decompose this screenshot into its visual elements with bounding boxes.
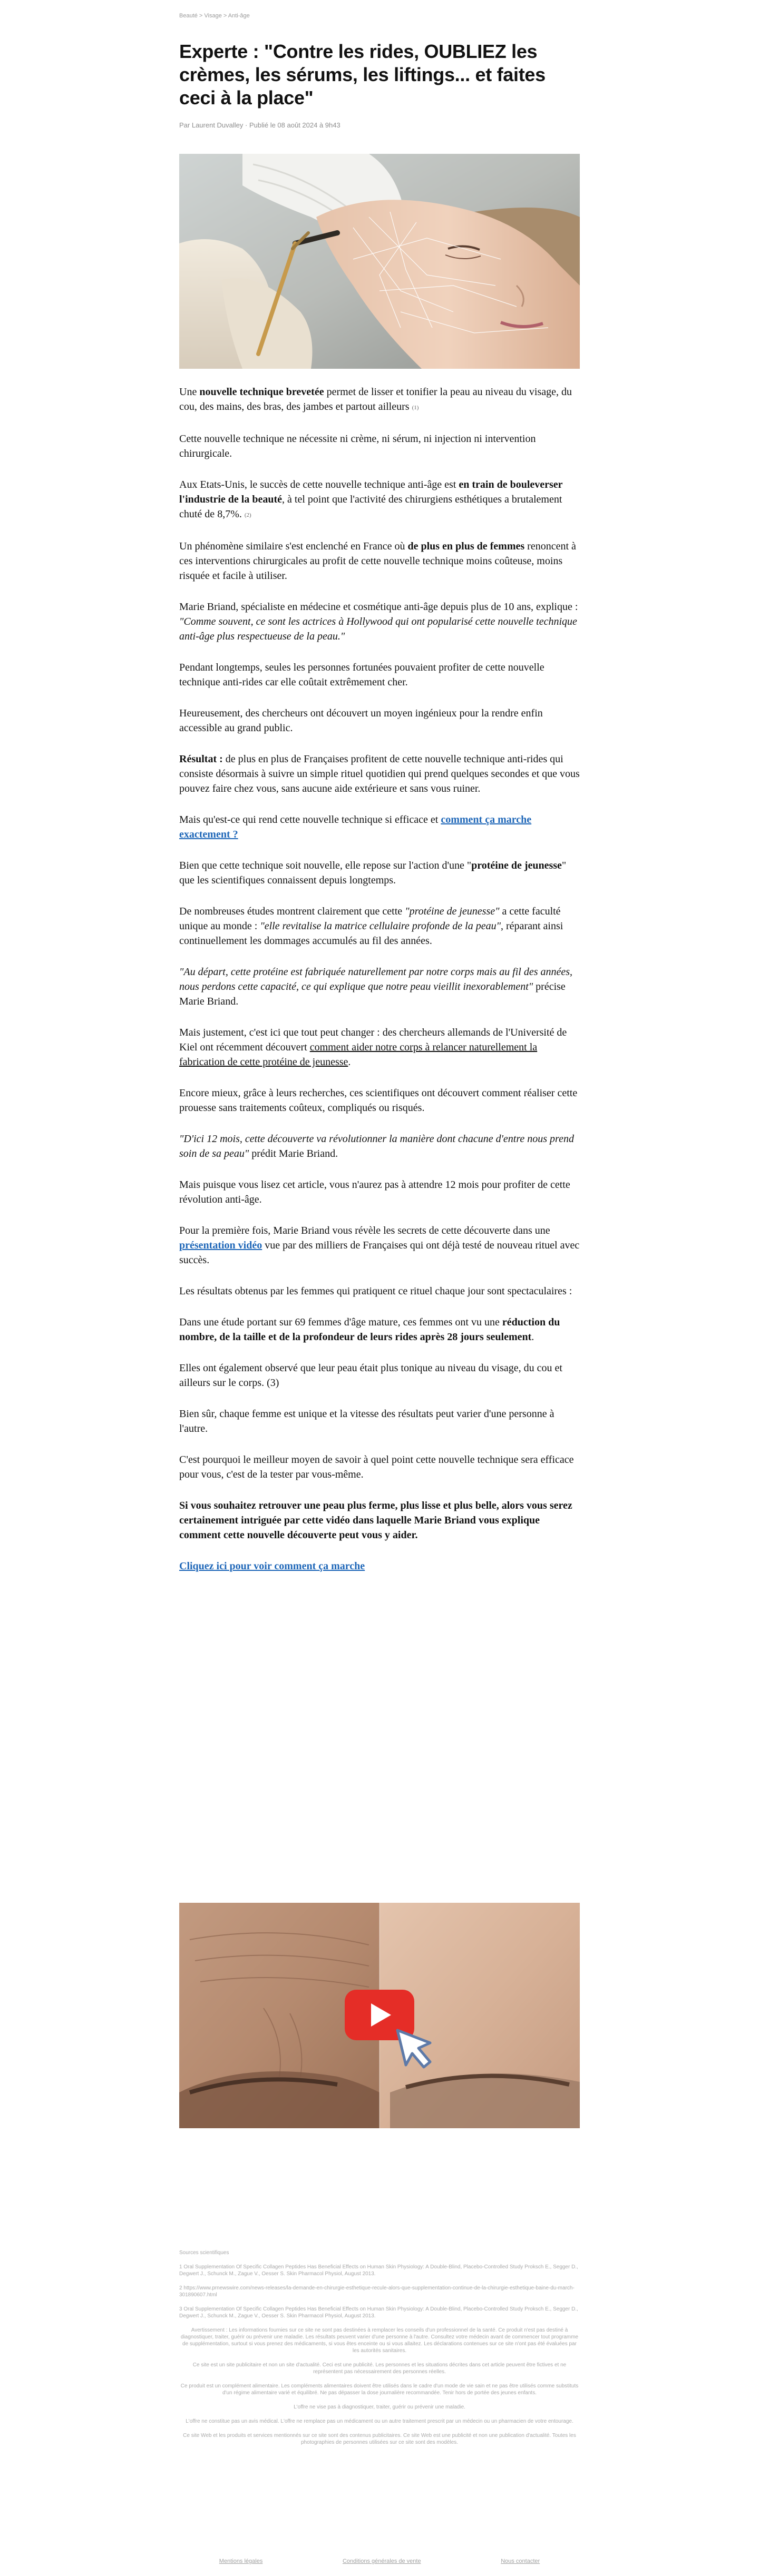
paragraph: Encore mieux, grâce à leurs recherches, ces scientifiques ont découvert comment réaliser cette prouesse sans traitements coûteux, compliqués ou risqués. (179, 1087, 578, 1114)
protein-link[interactable]: comment aider notre corps à relancer naturellement la fabrication de cette protéine de jeunesse (179, 1041, 538, 1068)
paragraph: "D'ici 12 mois, cette découverte va révolutionner la manière dont chacune d'entre nous prend soin de sa peau" prédit Marie Briand. (179, 1133, 574, 1159)
contact-link[interactable]: Nous contacter (501, 2558, 540, 2564)
video-thumbnail[interactable] (179, 1903, 580, 2128)
paragraph: Heureusement, des chercheurs ont découvert un moyen ingénieux pour la rendre enfin accessible au grand public. (179, 707, 543, 734)
article-body (179, 385, 580, 1574)
video-presentation-link[interactable]: présentation vidéo (179, 1240, 262, 1251)
article-container (179, 0, 580, 1590)
paragraph: Si vous souhaitez retrouver une peau plus ferme, plus lisse et plus belle, alors vous serez certainement intriguée par cette vidéo dans laquelle Marie Briand vous explique comment cette nouvelle découverte peut vous y aider. (179, 1500, 572, 1541)
page-title: Experte : "Contre les rides, OUBLIEZ les crèmes, les sérums, les liftings... et faites ceci à la place" (179, 41, 546, 109)
paragraph (179, 1559, 580, 1574)
paragraph: Aux Etats-Unis, le succès de cette nouvelle technique anti-âge est en train de bouleverser l'industrie de la beauté, à tel point que l'activité des chirurgiens esthétiques a brutalement chuté de 8,7%. (2) (179, 479, 563, 520)
paragraph: De nombreuses études montrent clairement que cette "protéine de jeunesse" a cette faculté unique au monde : "elle revitalise la matrice cellulaire profonde de la peau", réparant ainsi continuellement les dommages accumulés au fil des années. (179, 906, 563, 947)
footer-links (179, 2558, 580, 2564)
cursor-arrow-icon (392, 2025, 437, 2070)
paragraph: Mais justement, c'est ici que tout peut changer : des chercheurs allemands de l'Université de Kiel ont récemment découvert comment aider notre corps à relancer naturellement la fabrication de cette protéine de jeunesse. (179, 1027, 567, 1068)
footnote-ref: (2) (244, 512, 251, 518)
footnote-ref: (1) (412, 405, 419, 411)
paragraph: Un phénomène similaire s'est enclenché en France où de plus en plus de femmes renoncent à ces interventions chirurgicales au profit de cette nouvelle technique moins coûteuse, moins risquée et facile à utiliser. (179, 540, 576, 582)
paragraph: Pour la première fois, Marie Briand vous révèle les secrets de cette découverte dans une présentation vidéo vue par des milliers de Françaises qui ont déjà testé de nouveau rituel avec succès. (179, 1225, 580, 1266)
disclaimer: Ce produit est un complément alimentaire. Les compléments alimentaires doivent être utilisés dans le cadre d'un mode de vie sain et ne pas être utilisés comme substituts d'un régime alimentaire varié et équilibré. Ne pas dépasser la dose journalière recommandée. Tenir hors de portée des jeunes enfants. (180, 2383, 579, 2396)
disclaimer: Ce site est un site publicitaire et non un site d'actualité. Ceci est une publicité. Les personnes et les situations décrites dans cet article peuvent être fictives et ne représentent pas nécessairement des personnes réelles. (192, 2362, 567, 2375)
paragraph: C'est pourquoi le meilleur moyen de savoir à quel point cette nouvelle technique sera efficace pour vous, c'est de la tester par vous-même. (179, 1454, 574, 1480)
how-it-works-link[interactable]: comment ça marche exactement ? (179, 814, 532, 840)
paragraph: Résultat : de plus en plus de Françaises profitent de cette nouvelle technique anti-rides qui consiste désormais à suivre un simple rituel quotidien qui prend quelques secondes et que vous pouvez faire chez vous, sans aucune aide extérieure et sans vous ruiner. (179, 753, 580, 794)
paragraph: Les résultats obtenus par les femmes qui pratiquent ce rituel chaque jour sont spectaculaires : (179, 1285, 572, 1297)
reference[interactable]: 2 https://www.prnewswire.com/news-releases/la-demande-en-chirurgie-esthetique-recule-alors-que-supplementation-continue-de-la-chirurgie-esthetique-baine-du-march-301890607.html (179, 2285, 575, 2298)
legal-notice-link[interactable]: Mentions légales (219, 2558, 263, 2564)
face-treatment-photo (179, 154, 580, 369)
disclaimer: Avertissement : Les informations fournies sur ce site ne sont pas destinées à remplacer les conseils d'un professionnel de la santé. Ce produit n'est pas destiné à diagnostiquer, traiter, guérir ou prévenir une maladie. Les résultats peuvent varier d'une personne à l'autre. Consultez votre médecin avant de commencer tout programme de supplémentation, surtout si vous prenez des médicaments, si vous êtes enceinte ou si vous allaitez. Les déclarations contenues sur ce site n'ont pas été évaluées par les autorités sanitaires. (180, 2327, 579, 2354)
footer (179, 2249, 580, 2453)
terms-link[interactable]: Conditions générales de vente (342, 2558, 421, 2564)
sources-title: Sources scientifiques (179, 2250, 229, 2256)
disclaimer: L'offre ne vise pas à diagnostiquer, traiter, guérir ou prévenir une maladie. (294, 2404, 465, 2410)
paragraph: Bien sûr, chaque femme est unique et la vitesse des résultats peut varier d'une personne à l'autre. (179, 1408, 554, 1434)
byline: Par Laurent Duvalley · Publié le 08 août 2024 à 9h43 (179, 121, 340, 129)
cta-link[interactable]: Cliquez ici pour voir comment ça marche (179, 1560, 365, 1572)
paragraph: Mais qu'est-ce qui rend cette nouvelle technique si efficace et comment ça marche exactement ? (179, 814, 532, 840)
paragraph: Mais puisque vous lisez cet article, vous n'aurez pas à attendre 12 mois pour profiter de cette révolution anti-âge. (179, 1179, 570, 1205)
paragraph: Bien que cette technique soit nouvelle, elle repose sur l'action d'une "protéine de jeunesse" que les scientifiques connaissent depuis longtemps. (179, 860, 567, 886)
paragraph: Dans une étude portant sur 69 femmes d'âge mature, ces femmes ont vu une réduction du nombre, de la taille et de la profondeur de leurs rides après 28 jours seulement. (179, 1316, 560, 1343)
paragraph: Cette nouvelle technique ne nécessite ni crème, ni sérum, ni injection ni intervention chirurgicale. (179, 433, 536, 459)
paragraph: Elles ont également observé que leur peau était plus tonique au niveau du visage, du cou et ailleurs sur le corps. (3) (179, 1362, 562, 1389)
disclaimer: Ce site Web et les produits et services mentionnés sur ce site sont des contenus publicitaires. Ce site Web est une publicité et non une publication d'actualité. Toutes les photographies de personnes utilisées sur ce site sont des modèles. (183, 2433, 576, 2445)
paragraph: Marie Briand, spécialiste en médecine et cosmétique anti-âge depuis plus de 10 ans, explique : "Comme souvent, ce sont les actrices à Hollywood qui ont popularisé cette nouvelle technique anti-âge plus respectueuse de la peau." (179, 601, 578, 642)
reference: 3 Oral Supplementation Of Specific Collagen Peptides Has Beneficial Effects on Human Skin Physiology: A Double-Blind, Placebo-Controlled Study Proksch E., Segger D., Degwert J., Schunck M., Zague V., Oesser S. Skin Pharmacol Physiol, August 2013. (179, 2306, 578, 2319)
reference: 1 Oral Supplementation Of Specific Collagen Peptides Has Beneficial Effects on Human Skin Physiology: A Double-Blind, Placebo-Controlled Study Proksch E., Segger D., Degwert J., Schunck M., Zague V., Oesser S. Skin Pharmacol Physiol, August 2013. (179, 2264, 578, 2277)
paragraph: "Au départ, cette protéine est fabriquée naturellement par notre corps mais au fil des années, nous perdons cette capacité, ce qui explique que notre peau vieillit inexorablement" précise Marie Briand. (179, 966, 573, 1007)
breadcrumb[interactable]: Beauté > Visage > Anti-âge (179, 13, 250, 19)
paragraph: Une nouvelle technique brevetée permet de lisser et tonifier la peau au niveau du visage, du cou, des mains, des bras, des jambes et partout ailleurs (1) (179, 386, 572, 412)
disclaimer: L'offre ne constitue pas un avis médical. L'offre ne remplace pas un médicament ou un autre traitement prescrit par un médecin ou un pharmacien de votre entourage. (186, 2418, 573, 2424)
paragraph: Pendant longtemps, seules les personnes fortunées pouvaient profiter de cette nouvelle technique anti-rides car elle coûtait extrêmement cher. (179, 662, 544, 688)
